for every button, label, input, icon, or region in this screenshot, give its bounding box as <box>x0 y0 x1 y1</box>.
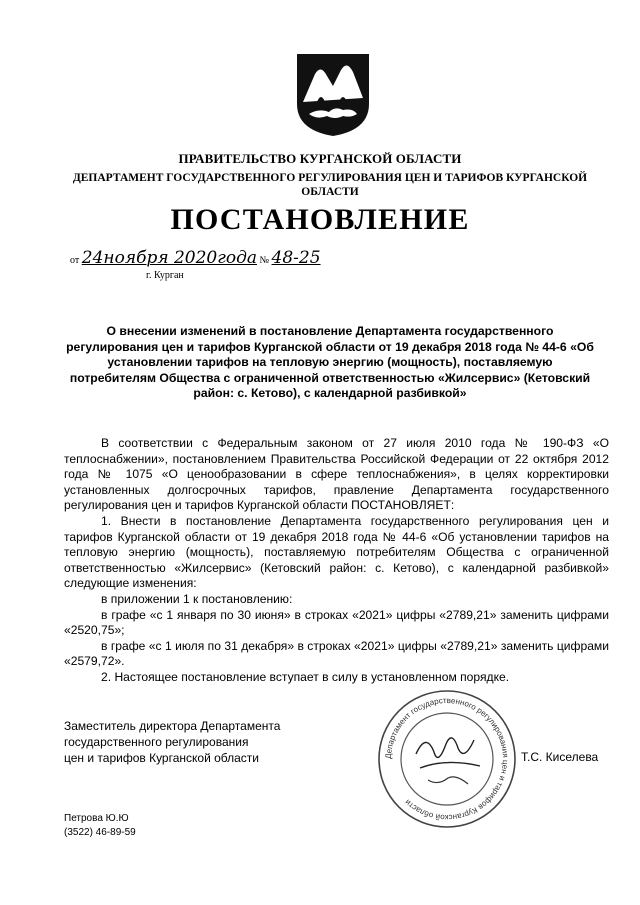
date-from-label: от <box>70 255 80 266</box>
number-label: № <box>259 255 270 266</box>
handwritten-number: 48-25 <box>271 248 321 268</box>
official-stamp <box>376 688 518 830</box>
document-type-title: ПОСТАНОВЛЕНИЕ <box>170 203 470 236</box>
department-title: ДЕПАРТАМЕНТ ГОСУДАРСТВЕННОГО РЕГУЛИРОВАНИЯ ЦЕН И ТАРИФОВ КУРГАНСКОЙ ОБЛАСТИ <box>72 172 588 198</box>
signatory-position <box>64 718 280 766</box>
svg-text:Департамент государственного р <box>384 696 510 822</box>
signatory-position-line: Заместитель директора Департамента <box>64 719 281 733</box>
coat-of-arms-emblem <box>295 52 371 138</box>
signatory-position-line: цен и тарифов Курганской области <box>64 751 259 765</box>
body-paragraph-item-2: 2. Настоящее постановление вступает в силу в установленном порядке. <box>101 669 510 684</box>
body-paragraph-change-1: в графе «с 1 января по 30 июня» в строках «2021» цифры «2789,21» заменить цифрами «2520,75»; <box>64 607 609 638</box>
body-paragraph-item-1: 1. Внести в постановление Департамента государственного регулирования цен и тарифов Курганской области от 19 декабря 2018 года № 44-6 «Об установлении тарифов на тепловую энергию (мощность), поставляемую потребителям Общества с ограниченной ответственностью «Жилсервис» (Кетовский район: с. Кетово), с календарной разбивкой» следующие изменения: <box>64 513 609 591</box>
body-paragraph-preamble: В соответствии с Федеральным законом от 27 июля 2010 года № 190-ФЗ «О теплоснабжении», постановлением Правительства Российской Федерации от 22 октября 2012 года № 1075 «О ценообразовании в сфере теплоснабжения», в целях корректировки установленных долгосрочных тарифов, правление Департамента государственного регулирования цен и тарифов Курганской области ПОСТАНОВЛЯЕТ: <box>64 436 609 513</box>
document-subject: О внесении изменений в постановление Департамента государственного регулирования цен и тарифов Курганской области от 19 декабря 2018 года № 44-6 «Об установлении тарифов на тепловую энергию (мощность), поставляемую потребителям Общества с ограниченной ответственностью «Жилсервис» (Кетовский район: с. Кетово), с календарной разбивкой» <box>66 324 594 400</box>
document-body <box>64 436 609 686</box>
stamp-circular-text: Департамент государственного регулирования цен и тарифов Курганской области <box>383 695 511 823</box>
handwritten-date: 24ноября 2020года <box>81 248 257 268</box>
body-paragraph-change-2: в графе «с 1 июля по 31 декабря» в строках «2021» цифры «2789,21» заменить цифрами «2579,72». <box>64 638 609 669</box>
executor-info <box>64 812 136 840</box>
dateline <box>70 248 321 268</box>
government-title: ПРАВИТЕЛЬСТВО КУРГАНСКОЙ ОБЛАСТИ <box>178 151 462 166</box>
body-paragraph-appendix: в приложении 1 к постановлению: <box>101 591 293 606</box>
signatory-name: Т.С. Киселева <box>521 750 599 764</box>
executor-phone: (3522) 46-89-59 <box>64 827 136 838</box>
executor-name: Петрова Ю.Ю <box>64 813 129 824</box>
city-label: г. Курган <box>146 270 184 281</box>
signatory-position-line: государственного регулирования <box>64 735 249 749</box>
